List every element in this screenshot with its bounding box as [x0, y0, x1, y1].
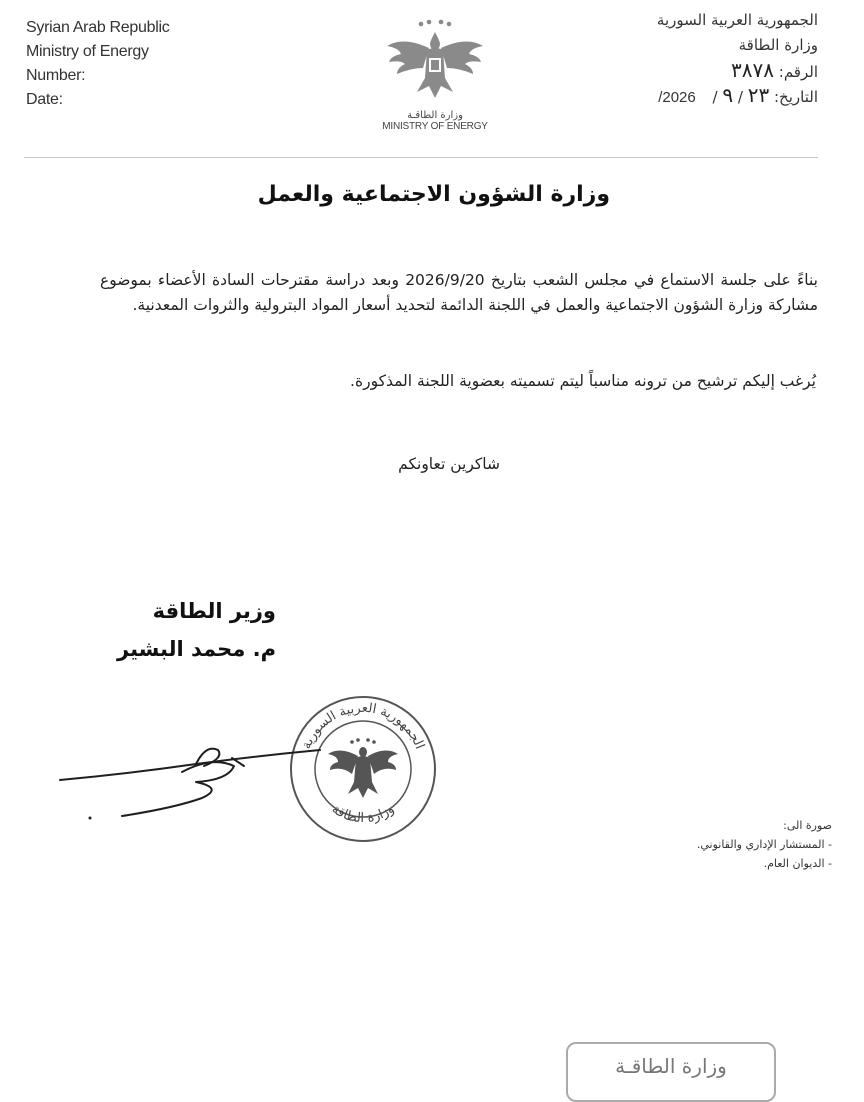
number-label-en: Number: [26, 67, 86, 84]
date-label-en: Date: [26, 91, 63, 108]
number-value-ar: ٣٨٧٨ [731, 58, 774, 82]
letter-closing: شاكرين تعاونكم [398, 455, 500, 473]
minister-name: م. محمد البشير [117, 637, 276, 661]
seal-text-bottom: وزارة الطاقة [328, 801, 398, 827]
emblem-caption-ar: وزارة الطاقـة [407, 110, 463, 121]
handwritten-signature [56, 736, 336, 832]
copies-item: - الديوان العام. [763, 857, 832, 870]
header-arabic [558, 8, 818, 108]
country-en: Syrian Arab Republic [26, 19, 170, 36]
seal-text-top: الجمهورية العربية السورية [299, 700, 427, 752]
date-day-ar: ٢٣ [747, 83, 770, 107]
number-row-ar [558, 58, 818, 83]
header-english [26, 16, 169, 112]
copies-label: صورة الى: [783, 819, 832, 832]
country-ar: الجمهورية العربية السورية [656, 11, 818, 29]
date-label-ar: التاريخ: [774, 88, 818, 106]
ministry-emblem [380, 18, 490, 132]
header-divider [24, 157, 818, 158]
bottom-stamp-text: وزارة الطاقـة [615, 1054, 727, 1078]
emblem-caption-en: MINISTRY OF ENERGY [382, 121, 488, 132]
seal-eagle-icon [328, 738, 398, 798]
number-label-ar: الرقم: [778, 63, 818, 81]
ministry-ar: وزارة الطاقة [738, 36, 818, 54]
ministry-en: Ministry of Energy [26, 43, 149, 60]
recipient-title: وزارة الشؤون الاجتماعية والعمل [257, 182, 610, 207]
date-year-ar: 2026/ [658, 89, 696, 106]
minister-title: وزير الطاقة [152, 599, 276, 623]
svg-text:وزارة الطاقة [329, 802, 397, 826]
signature-block [100, 592, 276, 668]
letter-body: بناءً على جلسة الاستماع في مجلس الشعب بتاريخ 2026/9/20 وبعد دراسة مقترحات السادة الأعضاء بموضوع مشاركة وزارة الشؤون الاجتماعية والعمل في اللجنة الدائمة لتحديد أسعار المواد البترولية والثروات المعدنية. [100, 271, 818, 314]
eagle-emblem-icon [383, 18, 487, 104]
bottom-stamp [566, 1042, 776, 1102]
letter-request: يُرغب إليكم ترشيح من ترونه مناسباً ليتم تسميته بعضوية اللجنة المذكورة. [350, 372, 816, 390]
copies-item: - المستشار الإداري والقانوني. [696, 838, 832, 851]
date-month-ar: ٩ [722, 83, 734, 107]
date-row-ar: التاريخ: ٢٣ / ٩ / 2026/ [658, 83, 818, 107]
copies-list [600, 816, 832, 873]
